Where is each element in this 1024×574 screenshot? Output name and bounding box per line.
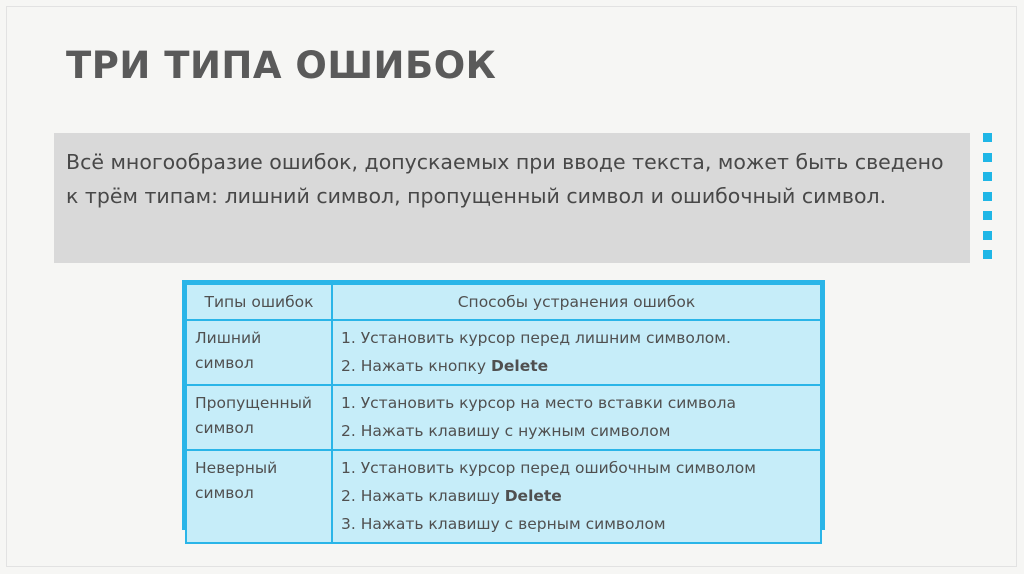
slide-title: ТРИ ТИПА ОШИБОК: [66, 44, 497, 87]
decorative-squares: [983, 133, 993, 270]
deco-square: [983, 231, 992, 240]
step-line: 2. Нажать кнопку Delete: [341, 357, 549, 375]
deco-square: [983, 250, 992, 259]
deco-square: [983, 172, 992, 181]
fix-steps-cell: [332, 320, 821, 385]
table-row: [186, 385, 821, 450]
error-types-table-frame: [182, 280, 825, 533]
step-line: 1. Установить курсор перед лишним символом.: [341, 329, 731, 347]
step-line: 2. Нажать клавишу Delete: [341, 487, 562, 505]
deco-square: [983, 133, 992, 142]
header-error-types: Типы ошибок: [186, 284, 332, 320]
error-type-cell: Пропущенный символ: [186, 385, 332, 450]
deco-square: [983, 211, 992, 220]
error-types-table: [185, 283, 822, 544]
deco-square: [983, 153, 992, 162]
step-line: 3. Нажать клавишу с верным символом: [341, 515, 666, 533]
error-type-cell: Неверный символ: [186, 450, 332, 543]
step-line: 2. Нажать клавишу с нужным символом: [341, 422, 671, 440]
header-fix-methods: Способы устранения ошибок: [332, 284, 821, 320]
fix-steps-cell: [332, 450, 821, 543]
table-header-row: [186, 284, 821, 320]
table-row: [186, 450, 821, 543]
table-row: [186, 320, 821, 385]
step-line: 1. Установить курсор перед ошибочным символом: [341, 459, 756, 477]
step-line: 1. Установить курсор на место вставки символа: [341, 394, 737, 412]
intro-box: [54, 133, 970, 263]
fix-steps-cell: [332, 385, 821, 450]
error-type-cell: Лишний символ: [186, 320, 332, 385]
deco-square: [983, 192, 992, 201]
intro-text: Всё многообразие ошибок, допускаемых при вводе текста, может быть сведено к трём типам: лишний символ, пропущенный символ и ошибочный символ.: [66, 150, 944, 208]
